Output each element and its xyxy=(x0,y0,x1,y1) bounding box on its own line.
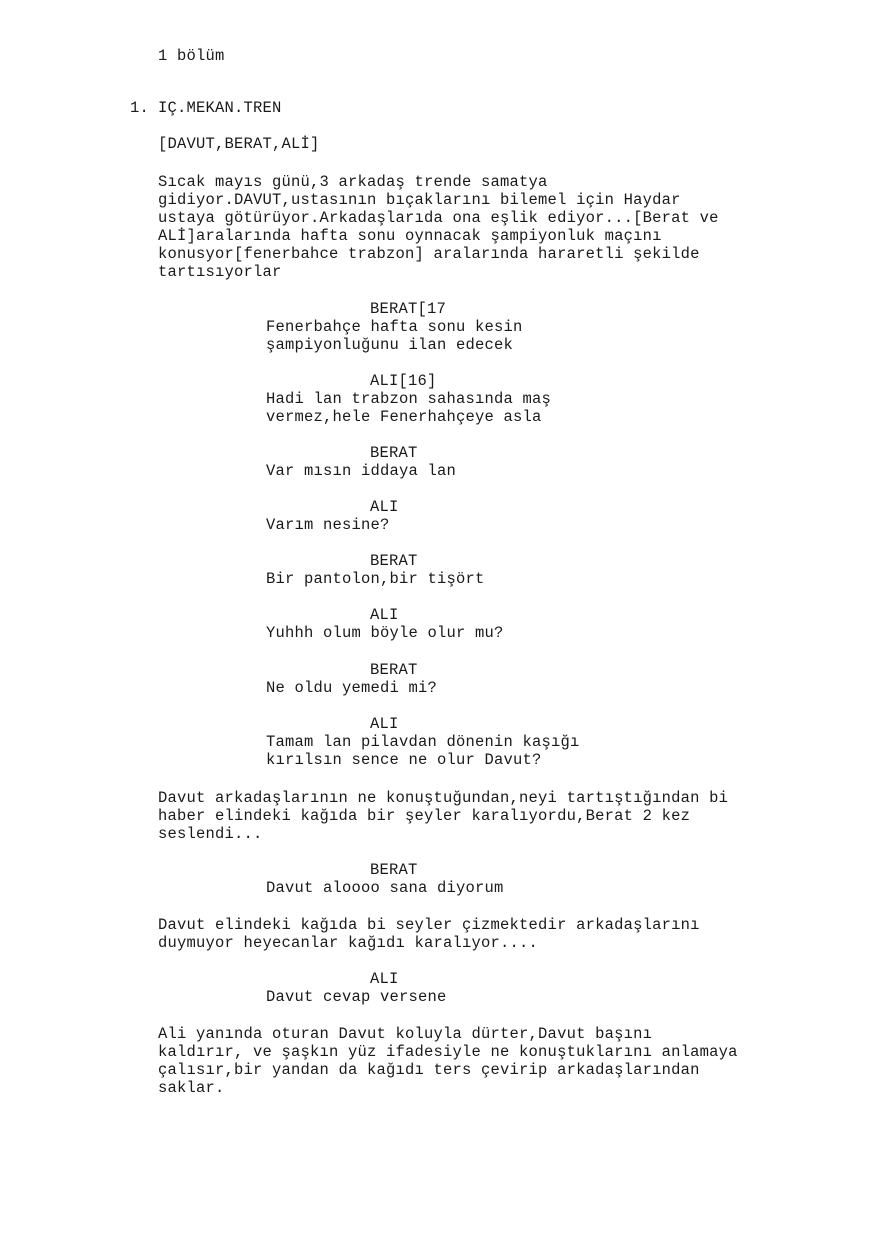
action-line: gidiyor.DAVUT,ustasının bıçaklarını bilemel için Haydar xyxy=(158,191,681,209)
dialogue-line: Ne oldu yemedi mi? xyxy=(266,679,438,697)
character-name: ALI xyxy=(370,606,399,624)
character-name: ALI xyxy=(370,715,399,733)
character-name: ALI xyxy=(370,498,399,516)
character-name: BERAT xyxy=(370,552,418,570)
dialogue-line: Yuhhh olum böyle olur mu? xyxy=(266,624,504,642)
action-line: Davut elindeki kağıda bi seyler çizmektedir arkadaşlarını xyxy=(158,916,700,934)
action-line: seslendi... xyxy=(158,825,263,843)
action-line: kaldırır, ve şaşkın yüz ifadesiyle ne konuştuklarını anlamaya xyxy=(158,1043,738,1061)
character-name: BERAT xyxy=(370,661,418,679)
action-line: ustaya götürüyor.Arkadaşlarıda ona eşlik ediyor...[Berat ve xyxy=(158,209,719,227)
dialogue-line: vermez,hele Fenerhahçeye asla xyxy=(266,408,542,426)
episode-header: 1 bölüm xyxy=(158,47,225,65)
action-line: tartısıyorlar xyxy=(158,263,282,281)
action-line: çalısır,bir yandan da kağıdı ters çevirip arkadaşlarından xyxy=(158,1061,700,1079)
action-line: Davut arkadaşlarının ne konuştuğundan,neyi tartıştığından bi xyxy=(158,789,729,807)
character-name: BERAT xyxy=(370,444,418,462)
scene-heading: IÇ.MEKAN.TREN xyxy=(158,99,282,117)
dialogue-line: kırılsın sence ne olur Davut? xyxy=(266,751,542,769)
scene-characters: [DAVUT,BERAT,ALİ] xyxy=(158,135,320,153)
dialogue-line: Davut aloooo sana diyorum xyxy=(266,879,504,897)
dialogue-line: Varım nesine? xyxy=(266,516,390,534)
action-line: haber elindeki kağıda bir şeyler karalıyordu,Berat 2 kez xyxy=(158,807,691,825)
dialogue-line: Tamam lan pilavdan dönenin kaşığı xyxy=(266,733,580,751)
character-name: BERAT xyxy=(370,861,418,879)
dialogue-line: Bir pantolon,bir tişört xyxy=(266,570,485,588)
action-line: Sıcak mayıs günü,3 arkadaş trende samatya xyxy=(158,173,548,191)
dialogue-line: Davut cevap versene xyxy=(266,988,447,1006)
action-line: Ali yanında oturan Davut koluyla dürter,Davut başını xyxy=(158,1025,653,1043)
dialogue-line: Fenerbahçe hafta sonu kesin xyxy=(266,318,523,336)
action-line: saklar. xyxy=(158,1079,225,1097)
dialogue-line: Var mısın iddaya lan xyxy=(266,462,457,480)
action-line: ALİ]aralarında hafta sonu oynnacak şampiyonluk maçını xyxy=(158,227,662,245)
action-line: duymuyor heyecanlar kağıdı karalıyor.... xyxy=(158,934,539,952)
character-name: BERAT[17 xyxy=(370,300,447,318)
dialogue-line: Hadi lan trabzon sahasında maş xyxy=(266,390,552,408)
character-name: ALI xyxy=(370,970,399,988)
action-line: konusyor[fenerbahce trabzon] aralarında hararetli şekilde xyxy=(158,245,700,263)
character-name: ALI[16] xyxy=(370,372,437,390)
scene-number: 1. xyxy=(130,99,150,117)
dialogue-line: şampiyonluğunu ilan edecek xyxy=(266,336,514,354)
